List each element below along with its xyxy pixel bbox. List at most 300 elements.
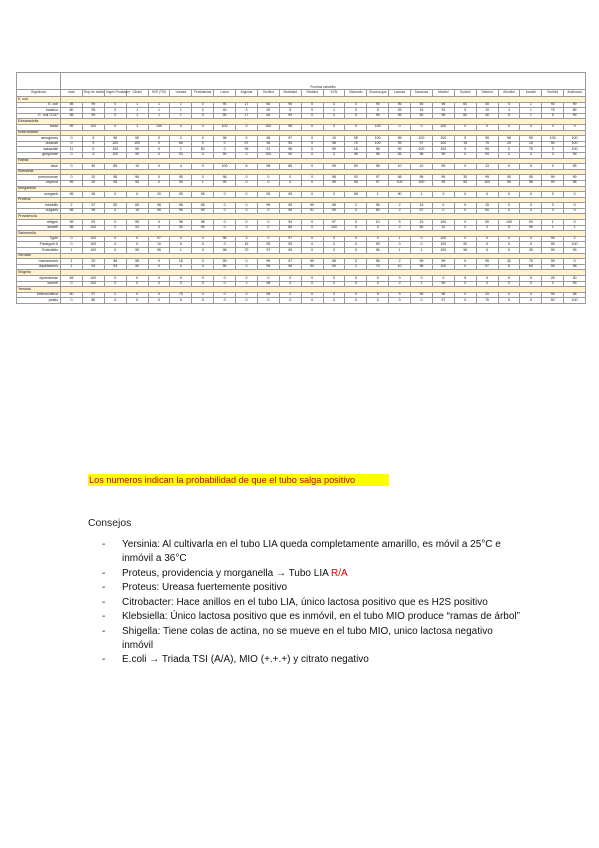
table-cell: 100 — [432, 147, 454, 153]
table-cell: 75 — [170, 292, 192, 298]
table-cell: 100 — [411, 180, 433, 186]
table-cell: 98 — [367, 164, 389, 170]
table-cell: 0 — [411, 276, 433, 282]
column-header: Gelatina — [301, 90, 323, 97]
table-cell: 98 — [192, 220, 214, 226]
table-cell: 85 — [367, 208, 389, 214]
organism-name: sonnei — [17, 281, 61, 287]
table-cell: 99 — [126, 152, 148, 158]
table-cell: 100 — [323, 225, 345, 231]
table-cell: 0 — [148, 298, 170, 304]
table-cell: 100 — [82, 242, 104, 248]
table-cell: 0 — [520, 152, 542, 158]
table-cell: 15 — [126, 208, 148, 214]
table-cell: 0 — [236, 136, 258, 142]
table-cell: 99 — [476, 175, 498, 181]
table-cell: 0 — [192, 141, 214, 147]
table-cell: 0 — [148, 175, 170, 181]
table-cell: 97 — [323, 220, 345, 226]
table-cell: 0 — [192, 108, 214, 114]
table-cell: 10 — [476, 108, 498, 114]
organism-name: Paratyphi A — [17, 242, 61, 248]
table-cell: 10 — [82, 175, 104, 181]
table-cell: 0 — [104, 208, 126, 214]
table-cell: 3 — [170, 264, 192, 270]
table-cell: 0 — [192, 292, 214, 298]
table-cell: 0 — [542, 147, 564, 153]
table-cell: 0 — [104, 248, 126, 254]
table-cell: 1 — [564, 225, 586, 231]
table-cell: 75 — [476, 141, 498, 147]
table-cell: 0 — [454, 208, 476, 214]
consejo-item — [102, 653, 522, 667]
organism-name: tarda — [17, 124, 61, 130]
table-cell: 50 — [411, 113, 433, 119]
table-cell: 0 — [323, 248, 345, 254]
table-cell: 100 — [214, 124, 236, 130]
table-cell: 0 — [476, 242, 498, 248]
table-cell: 85 — [279, 164, 301, 170]
table-cell: 0 — [542, 164, 564, 170]
table-cell: 99 — [61, 180, 83, 186]
table-cell: 0 — [454, 203, 476, 209]
table-cell: 96 — [367, 203, 389, 209]
table-cell: 0 — [279, 175, 301, 181]
table-cell: 0 — [454, 164, 476, 170]
table-cell: 30 — [170, 225, 192, 231]
table-cell: 0 — [520, 281, 542, 287]
table-cell: 99 — [389, 147, 411, 153]
table-cell: 0 — [520, 164, 542, 170]
table-cell: 0 — [498, 203, 520, 209]
table-cell: 1 — [389, 236, 411, 242]
group-label: Edwardsiella — [17, 119, 61, 125]
table-cell: 0 — [301, 175, 323, 181]
table-cell: 95 — [170, 192, 192, 198]
table-cell: 0 — [104, 220, 126, 226]
table-cell: 0 — [498, 208, 520, 214]
table-cell: 0 — [454, 259, 476, 265]
table-cell: 95 — [520, 225, 542, 231]
table-cell: 99 — [432, 164, 454, 170]
table-cell: 0 — [148, 292, 170, 298]
table-cell: 90 — [126, 264, 148, 270]
table-cell: 15 — [170, 259, 192, 265]
table-cell: 2 — [104, 292, 126, 298]
table-cell: 0 — [454, 225, 476, 231]
table-cell: 5 — [454, 147, 476, 153]
table-cell: 95 — [214, 264, 236, 270]
table-cell: 100 — [564, 136, 586, 142]
table-cell: 95 — [389, 136, 411, 142]
table-cell: 5 — [389, 220, 411, 226]
table-cell: 1 — [148, 102, 170, 108]
table-cell: 0 — [301, 136, 323, 142]
table-cell: 90 — [301, 259, 323, 265]
table-cell: 100 — [367, 141, 389, 147]
table-cell: 0 — [214, 192, 236, 198]
group-label: Shigella — [17, 270, 61, 276]
table-cell: 98 — [104, 175, 126, 181]
table-cell: 8 — [498, 264, 520, 270]
organism-name: vulgaris — [17, 208, 61, 214]
table-cell: 0 — [257, 225, 279, 231]
table-cell: 85 — [279, 225, 301, 231]
header-group-label: Pruebas variables — [61, 73, 586, 90]
table-cell: 99 — [476, 152, 498, 158]
table-cell: 100 — [564, 242, 586, 248]
table-cell: 99 — [564, 175, 586, 181]
table-cell: 91 — [257, 147, 279, 153]
bullet-dash: - — [102, 539, 106, 550]
table-cell: 3 — [345, 259, 367, 265]
table-cell: 1 — [411, 281, 433, 287]
bullet-dash: - — [102, 567, 106, 579]
table-cell: 95 — [520, 175, 542, 181]
table-cell: 0 — [192, 248, 214, 254]
bullet-dash: - — [102, 582, 106, 593]
table-cell: 50 — [104, 203, 126, 209]
table-cell: 95 — [411, 292, 433, 298]
column-header: Citrato — [126, 90, 148, 97]
table-cell: 15 — [520, 141, 542, 147]
table-cell: 0 — [61, 242, 83, 248]
column-header: Manitol — [432, 90, 454, 97]
column-header: Arginina — [236, 90, 258, 97]
table-cell: 75 — [520, 147, 542, 153]
table-cell: 0 — [411, 236, 433, 242]
table-cell: 1 — [170, 147, 192, 153]
table-cell: 5 — [367, 292, 389, 298]
table-cell: 99 — [542, 292, 564, 298]
consejo-text: Proteus: Ureasa fuertemente positivo — [122, 582, 288, 593]
table-cell: 95 — [82, 192, 104, 198]
table-cell: 0 — [564, 208, 586, 214]
table-cell: 0 — [542, 192, 564, 198]
table-cell: 98 — [432, 102, 454, 108]
table-cell: 65 — [170, 141, 192, 147]
table-cell: 99 — [61, 220, 83, 226]
table-cell: 60 — [520, 264, 542, 270]
table-cell: 98 — [61, 225, 83, 231]
table-cell: 0 — [301, 298, 323, 304]
table-cell: 5 — [82, 141, 104, 147]
biochemical-table-container — [16, 72, 585, 304]
table-cell: 95 — [279, 113, 301, 119]
table-cell: 0 — [454, 264, 476, 270]
table-cell: 0 — [345, 236, 367, 242]
table-cell: 0 — [192, 113, 214, 119]
table-cell: 100 — [432, 236, 454, 242]
table-cell: 99 — [214, 180, 236, 186]
table-cell: 0 — [323, 152, 345, 158]
column-header: KCN — [323, 90, 345, 97]
table-cell: 0 — [126, 298, 148, 304]
table-cell: 0 — [192, 152, 214, 158]
table-cell: 0 — [454, 281, 476, 287]
table-cell: 98 — [61, 208, 83, 214]
table-cell: 3 — [323, 113, 345, 119]
column-header: Dulcitol — [454, 90, 476, 97]
table-cell: 98 — [564, 264, 586, 270]
table-cell: 98 — [126, 259, 148, 265]
table-cell: 0 — [520, 192, 542, 198]
table-cell: 95 — [279, 192, 301, 198]
table-cell: 0 — [389, 242, 411, 248]
table-cell: 100 — [257, 152, 279, 158]
table-cell: 0 — [301, 124, 323, 130]
group-label: Morganella — [17, 186, 61, 192]
table-cell: 0 — [345, 276, 367, 282]
table-cell: 90 — [214, 102, 236, 108]
table-cell: 0 — [520, 124, 542, 130]
table-cell: 100 — [82, 281, 104, 287]
table-cell: 0 — [192, 276, 214, 282]
table-cell: 3 — [236, 236, 258, 242]
table-cell: 0 — [104, 242, 126, 248]
table-cell: 97 — [279, 259, 301, 265]
table-cell: 1 — [170, 248, 192, 254]
table-cell: 5 — [454, 136, 476, 142]
organism-name: liquefaciens — [17, 264, 61, 270]
table-cell: 0 — [192, 175, 214, 181]
organism-name: sakazakii — [17, 147, 61, 153]
table-cell: 65 — [257, 102, 279, 108]
table-cell: 0 — [520, 236, 542, 242]
consejo-text: Proteus, providencia y morganella → Tubo LIA — [122, 567, 332, 579]
organism-name: cloacae — [17, 141, 61, 147]
table-cell: 2 — [389, 281, 411, 287]
table-cell: 97 — [236, 141, 258, 147]
table-cell: 1 — [126, 108, 148, 114]
table-cell: 100 — [542, 136, 564, 142]
table-cell: 0 — [257, 175, 279, 181]
table-cell: 0 — [345, 124, 367, 130]
header-corner — [17, 73, 61, 90]
table-cell: 0 — [454, 298, 476, 304]
table-cell: 99 — [432, 259, 454, 265]
table-cell: 40 — [476, 113, 498, 119]
table-cell: 0 — [520, 292, 542, 298]
table-cell: 0 — [323, 276, 345, 282]
table-cell: 20 — [476, 292, 498, 298]
table-cell: 0 — [411, 124, 433, 130]
column-header: Sorbitol — [542, 90, 564, 97]
table-cell: 18 — [345, 147, 367, 153]
table-cell: 9 — [564, 124, 586, 130]
column-header: Voges Proskauer — [104, 90, 126, 97]
organism-name: gergoviae — [17, 152, 61, 158]
table-cell: 5 — [82, 152, 104, 158]
table-cell: 2 — [389, 225, 411, 231]
table-cell: 17 — [236, 102, 258, 108]
table-cell: 10 — [389, 164, 411, 170]
table-cell: 0 — [367, 298, 389, 304]
table-cell: 0 — [498, 281, 520, 287]
table-cell: 98 — [61, 102, 83, 108]
table-cell: 0 — [454, 124, 476, 130]
table-cell: 5 — [498, 113, 520, 119]
organism-name: stuartii — [17, 225, 61, 231]
table-cell: 94 — [279, 220, 301, 226]
table-cell: 0 — [61, 298, 83, 304]
column-header: Lactosa — [389, 90, 411, 97]
table-cell: 95 — [257, 292, 279, 298]
table-cell: 50 — [542, 298, 564, 304]
table-cell: 10 — [367, 220, 389, 226]
table-cell: 0 — [498, 276, 520, 282]
organism-name: pneumoniae — [17, 175, 61, 181]
table-cell: 0 — [542, 208, 564, 214]
table-cell: 0 — [301, 236, 323, 242]
table-cell: 0 — [301, 141, 323, 147]
table-cell: 98 — [432, 113, 454, 119]
table-cell: 98 — [104, 259, 126, 265]
table-cell: 30 — [454, 175, 476, 181]
table-cell: 1 — [542, 220, 564, 226]
table-cell: 5 — [542, 113, 564, 119]
table-cell: 50 — [411, 225, 433, 231]
table-cell: 0 — [192, 242, 214, 248]
table-cell: 97 — [411, 141, 433, 147]
table-cell: 99 — [257, 203, 279, 209]
group-label: Yersinia — [17, 287, 61, 293]
table-cell: 0 — [454, 152, 476, 158]
table-cell: 0 — [148, 259, 170, 265]
table-cell: 99 — [323, 147, 345, 153]
table-cell: 0 — [411, 298, 433, 304]
table-cell: 0 — [192, 102, 214, 108]
table-cell: 75 — [520, 259, 542, 265]
table-cell: 0 — [214, 292, 236, 298]
table-cell: 99 — [564, 113, 586, 119]
table-cell: 0 — [345, 298, 367, 304]
table-cell: 0 — [236, 292, 258, 298]
table-cell: 0 — [345, 113, 367, 119]
table-cell: 0 — [126, 236, 148, 242]
table-cell: 95 — [542, 248, 564, 254]
table-cell: 95 — [389, 102, 411, 108]
consejo-item — [102, 610, 522, 624]
table-cell: 0 — [367, 276, 389, 282]
table-cell: 2 — [170, 136, 192, 142]
table-cell: 50 — [345, 164, 367, 170]
table-cell: 0 — [498, 292, 520, 298]
table-cell: 0 — [301, 113, 323, 119]
table-cell: 0 — [564, 220, 586, 226]
table-cell: 80 — [82, 298, 104, 304]
consejo-item — [102, 538, 522, 566]
table-cell: 0 — [367, 236, 389, 242]
table-cell: 75 — [345, 141, 367, 147]
table-cell: 0 — [61, 141, 83, 147]
table-cell: 98 — [61, 113, 83, 119]
table-cell: 93 — [82, 220, 104, 226]
table-cell: 0 — [214, 208, 236, 214]
table-cell: 0 — [192, 281, 214, 287]
table-cell: 95 — [192, 192, 214, 198]
table-cell: 0 — [214, 242, 236, 248]
column-header: H2S (TSI) — [148, 90, 170, 97]
table-cell: 95 — [279, 264, 301, 270]
table-cell: 90 — [454, 242, 476, 248]
table-cell: 93 — [389, 141, 411, 147]
table-cell: 0 — [301, 108, 323, 114]
group-label: Hafnia — [17, 158, 61, 164]
group-label: Providencia — [17, 214, 61, 220]
table-cell: 0 — [323, 242, 345, 248]
table-cell: 99 — [411, 259, 433, 265]
table-cell: 96 — [257, 141, 279, 147]
organism-name: Enteritidis — [17, 248, 61, 254]
table-cell: 5 — [279, 108, 301, 114]
column-header: Ureasa — [170, 90, 192, 97]
table-cell: 95 — [126, 248, 148, 254]
table-cell: 0 — [498, 164, 520, 170]
table-cell: 1 — [61, 248, 83, 254]
table-cell: 0 — [104, 124, 126, 130]
group-label: Enterobacter — [17, 130, 61, 136]
table-cell: 0 — [389, 124, 411, 130]
table-cell: 0 — [564, 192, 586, 198]
table-cell: 85 — [104, 164, 126, 170]
table-row — [17, 298, 586, 304]
table-cell: 0 — [323, 298, 345, 304]
organism-name: morganii — [17, 192, 61, 198]
table-cell: 1 — [126, 102, 148, 108]
table-cell: 0 — [323, 292, 345, 298]
table-cell: 20 — [257, 108, 279, 114]
table-cell: 95 — [279, 208, 301, 214]
table-cell: 0 — [192, 298, 214, 304]
table-cell: 0 — [236, 203, 258, 209]
table-cell: 0 — [498, 192, 520, 198]
table-cell: 40 — [498, 259, 520, 265]
table-cell: 100 — [564, 141, 586, 147]
consejo-item — [102, 567, 522, 581]
consejo-text: Klebsiella: Único lactosa positivo que es inmóvil, en el tubo MIO produce “ramas de árbol” — [122, 611, 520, 622]
table-cell: 97 — [476, 264, 498, 270]
table-cell: 0 — [236, 192, 258, 198]
table-cell: 0 — [476, 281, 498, 287]
table-cell: 0 — [345, 292, 367, 298]
table-cell: 1 — [126, 113, 148, 119]
table-cell: 99 — [564, 152, 586, 158]
table-cell: 90 — [279, 152, 301, 158]
table-cell: 0 — [301, 152, 323, 158]
table-cell: 0 — [236, 175, 258, 181]
table-cell: 0 — [301, 242, 323, 248]
table-cell: 97 — [432, 298, 454, 304]
table-cell: 100 — [432, 136, 454, 142]
table-cell: 0 — [301, 248, 323, 254]
table-cell: 0 — [148, 141, 170, 147]
table-cell: 5 — [498, 102, 520, 108]
table-cell: 96 — [345, 152, 367, 158]
table-cell: 0 — [301, 102, 323, 108]
table-cell: 100 — [564, 147, 586, 153]
table-cell: 98 — [170, 220, 192, 226]
table-cell: 0 — [61, 164, 83, 170]
table-cell: 90 — [170, 180, 192, 186]
table-cell: 97 — [279, 236, 301, 242]
column-header: Malonato — [345, 90, 367, 97]
table-cell: 99 — [61, 124, 83, 130]
table-cell: 98 — [257, 136, 279, 142]
table-cell: 0 — [236, 264, 258, 270]
table-cell: 99 — [476, 147, 498, 153]
table-cell: 0 — [323, 281, 345, 287]
